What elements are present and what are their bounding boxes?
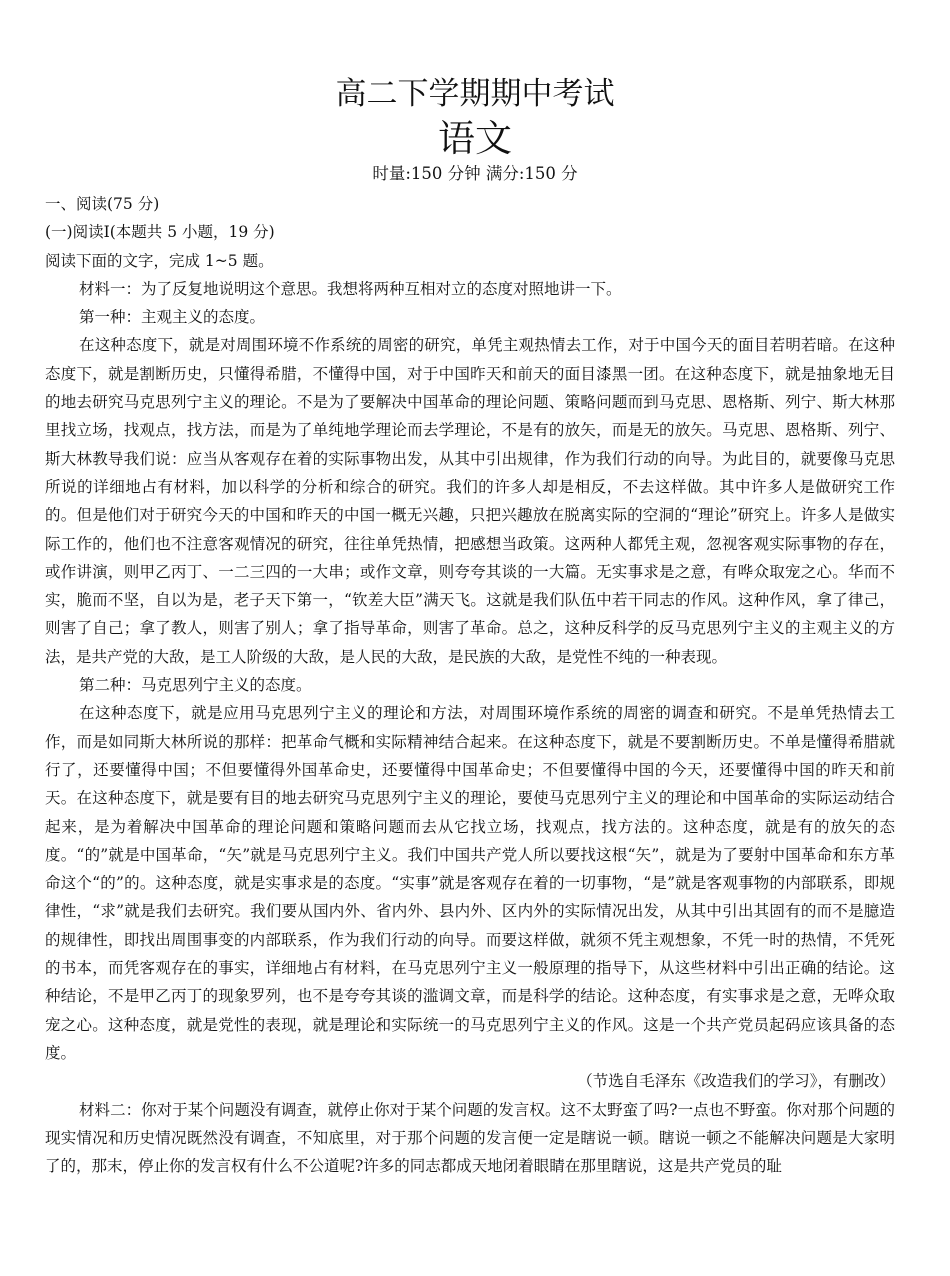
second-attitude-heading: 第二种：马克思列宁主义的态度。	[79, 676, 312, 695]
exam-title: 高二下学期期中考试	[335, 76, 615, 112]
material1-source: （节选自毛泽东《改造我们的学习》，有删改）	[577, 1072, 895, 1091]
exam-body	[45, 190, 895, 1180]
material2-body: 材料二：你对于某个问题没有调查，就停止你对于某个问题的发言权。这不太野蛮了吗?一点也不野蛮。你对那个问题的现实情况和历史情况既然没有调查，不知底里，对于那个问题的发言便一定是瞎说一顿。瞎说一顿之不能解决问题是大家明了的，那末，停止你的发言权有什么不公道呢?许多的同志都成天地闭着眼睛在那里瞎说，这是共产党员的耻	[45, 1100, 895, 1176]
exam-meta: 时量:150 分钟 满分:150 分	[372, 164, 578, 183]
instruction: 阅读下面的文字，完成 1~5 题。	[45, 251, 274, 270]
first-attitude-body: 在这种态度下，就是对周围环境不作系统的周密的研究，单凭主观热情去工作，对于中国今天的面目若明若暗。在这种态度下，就是割断历史，只懂得希腊，不懂得中国，对于中国昨天和前天的面目漆黑一团。在这种态度下，就是抽象地无目的地去研究马克思列宁主义的理论。不是为了要解决中国革命的理论问题、策略问题而到马克思、恩格斯、列宁、斯大林那里找立场，找观点，找方法，而是为了单纯地学理论而去学理论，不是有的放矢，而是无的放矢。马克思、恩格斯、列宁、斯大林教导我们说：应当从客观存在着的实际事物出发，从其中引出规律，作为我们行动的向导。为此目的，就要像马克思所说的详细地占有材料，加以科学的分析和综合的研究。我们的许多人却是相反，不去这样做。其中许多人是做研究工作的。但是他们对于研究今天的中国和昨天的中国一概无兴趣，只把兴趣放在脱离实际的空洞的“理论”研究上。许多人是做实际工作的，他们也不注意客观情况的研究，往往单凭热情，把感想当政策。这两种人都凭主观，忽视客观实际事物的存在，或作讲演，则甲乙丙丁、一二三四的一大串；或作文章，则夸夸其谈的一大篇。无实事求是之意，有哗众取宠之心。华而不实，脆而不坚，自以为是，老子天下第一，“钦差大臣”满天飞。这就是我们队伍中若干同志的作风。这种作风，拿了律己，则害了自己；拿了教人，则害了别人；拿了指导革命，则害了革命。总之，这种反科学的反马克思列宁主义的主观主义的方法，是共产党的大敌，是工人阶级的大敌，是人民的大敌，是民族的大敌，是党性不纯的一种表现。	[45, 336, 895, 666]
material1-intro: 材料一：为了反复地说明这个意思。我想将两种互相对立的态度对照地讲一下。	[79, 279, 622, 298]
first-attitude-heading: 第一种：主观主义的态度。	[79, 308, 266, 327]
sub-heading: (一)阅读Ⅰ(本题共 5 小题，19 分)	[45, 223, 275, 242]
second-attitude-body: 在这种态度下，就是应用马克思列宁主义的理论和方法，对周围环境作系统的周密的调查和研究。不是单凭热情去工作，而是如同斯大林所说的那样：把革命气概和实际精神结合起来。在这种态度下，就是不要割断历史。不单是懂得希腊就行了，还要懂得中国；不但要懂得外国革命史，还要懂得中国革命史；不但要懂得中国的今天，还要懂得中国的昨天和前天。在这种态度下，就是要有目的地去研究马克思列宁主义的理论，要使马克思列宁主义的理论和中国革命的实际运动结合起来，是为着解决中国革命的理论问题和策略问题而去从它找立场，找观点，找方法的。这种态度，就是有的放矢的态度。“的”就是中国革命，“矢”就是马克思列宁主义。我们中国共产党人所以要找这根“矢”，就是为了要射中国革命和东方革命这个“的”的。这种态度，就是实事求是的态度。“实事”就是客观存在着的一切事物，“是”就是客观事物的内部联系，即规律性，“求”就是我们去研究。我们要从国内外、省内外、县内外、区内外的实际情况出发，从其中引出其固有的而不是臆造的规律性，即找出周围事变的内部联系，作为我们行动的向导。而要这样做，就须不凭主观想象，不凭一时的热情，不凭死的书本，而凭客观存在的事实，详细地占有材料，在马克思列宁主义一般原理的指导下，从这些材料中引出正确的结论。这种结论，不是甲乙丙丁的现象罗列，也不是夸夸其谈的滥调文章，而是科学的结论。这种态度，有实事求是之意，无哗众取宠之心。这种态度，就是党性的表现，就是理论和实际统一的马克思列宁主义的作风。这是一个共产党员起码应该具备的态度。	[45, 704, 895, 1062]
subject-title: 语文	[438, 117, 512, 160]
section-heading: 一、阅读(75 分)	[45, 195, 160, 213]
